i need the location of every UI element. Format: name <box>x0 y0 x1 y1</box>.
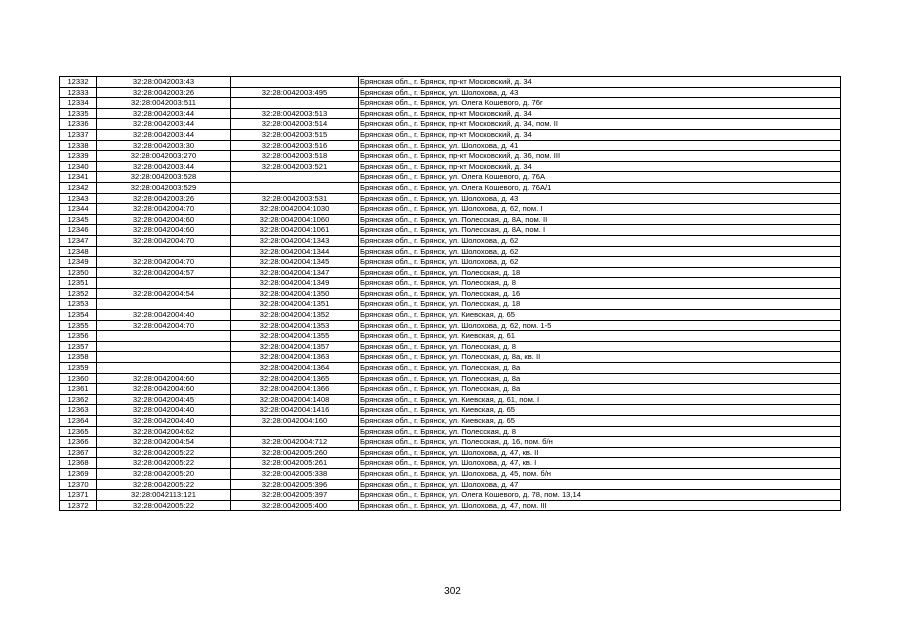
land-cadastral-number-cell: 32:28:0042005:22 <box>97 447 231 458</box>
row-number-cell: 12365 <box>60 426 97 437</box>
address-cell: Брянская обл., г. Брянск, ул. Киевская, д. 65 <box>359 310 841 321</box>
table-row <box>60 98 841 109</box>
address-cell: Брянская обл., г. Брянск, ул. Полесская, д. 8а, кв. II <box>359 352 841 363</box>
row-number-cell: 12347 <box>60 235 97 246</box>
row-number-cell: 12344 <box>60 204 97 215</box>
row-number-cell: 12369 <box>60 468 97 479</box>
row-number-cell: 12340 <box>60 161 97 172</box>
land-cadastral-number-cell: 32:28:0042004:60 <box>97 214 231 225</box>
row-number-cell: 12337 <box>60 129 97 140</box>
land-cadastral-number-cell: 32:28:0042003:43 <box>97 77 231 88</box>
address-cell: Брянская обл., г. Брянск, ул. Шолохова, д. 43 <box>359 87 841 98</box>
row-number-cell: 12361 <box>60 384 97 395</box>
address-cell: Брянская обл., г. Брянск, пр-кт Московский, д. 36, пом. III <box>359 151 841 162</box>
object-cadastral-number-cell: 32:28:0042003:516 <box>231 140 359 151</box>
object-cadastral-number-cell: 32:28:0042004:1408 <box>231 394 359 405</box>
table-row <box>60 288 841 299</box>
page-number: 302 <box>444 586 461 597</box>
row-number-cell: 12370 <box>60 479 97 490</box>
object-cadastral-number-cell: 32:28:0042004:1349 <box>231 278 359 289</box>
table-row <box>60 193 841 204</box>
table-row <box>60 405 841 416</box>
object-cadastral-number-cell: 32:28:0042004:1366 <box>231 384 359 395</box>
address-cell: Брянская обл., г. Брянск, ул. Шолохова, д. 62 <box>359 257 841 268</box>
address-cell: Брянская обл., г. Брянск, ул. Шолохова, д. 47, кв. I <box>359 458 841 469</box>
table-row <box>60 341 841 352</box>
object-cadastral-number-cell: 32:28:0042004:1416 <box>231 405 359 416</box>
land-cadastral-number-cell: 32:28:0042005:22 <box>97 458 231 469</box>
address-cell: Брянская обл., г. Брянск, ул. Шолохова, д. 43 <box>359 193 841 204</box>
object-cadastral-number-cell: 32:28:0042005:400 <box>231 500 359 511</box>
object-cadastral-number-cell: 32:28:0042004:1353 <box>231 320 359 331</box>
table-row <box>60 161 841 172</box>
object-cadastral-number-cell: 32:28:0042005:338 <box>231 468 359 479</box>
table-row <box>60 479 841 490</box>
object-cadastral-number-cell: 32:28:0042004:160 <box>231 416 359 427</box>
row-number-cell: 12339 <box>60 151 97 162</box>
table-row <box>60 172 841 183</box>
row-number-cell: 12333 <box>60 87 97 98</box>
row-number-cell: 12352 <box>60 288 97 299</box>
address-cell: Брянская обл., г. Брянск, ул. Киевская, д. 61 <box>359 331 841 342</box>
row-number-cell: 12341 <box>60 172 97 183</box>
land-cadastral-number-cell: 32:28:0042004:70 <box>97 235 231 246</box>
address-cell: Брянская обл., г. Брянск, ул. Полесская, д. 16 <box>359 288 841 299</box>
row-number-cell: 12368 <box>60 458 97 469</box>
table-row <box>60 320 841 331</box>
address-cell: Брянская обл., г. Брянск, ул. Полесская, д. 8 <box>359 341 841 352</box>
table-row <box>60 299 841 310</box>
land-cadastral-number-cell: 32:28:0042003:26 <box>97 193 231 204</box>
row-number-cell: 12363 <box>60 405 97 416</box>
address-cell: Брянская обл., г. Брянск, ул. Полесская, д. 18 <box>359 299 841 310</box>
row-number-cell: 12372 <box>60 500 97 511</box>
address-cell: Брянская обл., г. Брянск, ул. Шолохова, д. 62, пом. I <box>359 204 841 215</box>
object-cadastral-number-cell: 32:28:0042004:1355 <box>231 331 359 342</box>
land-cadastral-number-cell: 32:28:0042003:30 <box>97 140 231 151</box>
land-cadastral-number-cell: 32:28:0042003:528 <box>97 172 231 183</box>
land-cadastral-number-cell: 32:28:0042003:511 <box>97 98 231 109</box>
address-cell: Брянская обл., г. Брянск, ул. Полесская, д. 18 <box>359 267 841 278</box>
row-number-cell: 12350 <box>60 267 97 278</box>
address-cell: Брянская обл., г. Брянск, ул. Полесская, д. 8а <box>359 384 841 395</box>
land-cadastral-number-cell: 32:28:0042004:60 <box>97 373 231 384</box>
row-number-cell: 12366 <box>60 437 97 448</box>
table-row <box>60 77 841 88</box>
cadastral-table-body <box>60 77 841 511</box>
row-number-cell: 12335 <box>60 108 97 119</box>
object-cadastral-number-cell: 32:28:0042004:1357 <box>231 341 359 352</box>
object-cadastral-number-cell: 32:28:0042003:531 <box>231 193 359 204</box>
cadastral-table <box>59 76 841 511</box>
object-cadastral-number-cell: 32:28:0042004:1347 <box>231 267 359 278</box>
row-number-cell: 12367 <box>60 447 97 458</box>
table-row <box>60 384 841 395</box>
address-cell: Брянская обл., г. Брянск, пр-кт Московский, д. 34, пом. II <box>359 119 841 130</box>
table-row <box>60 363 841 374</box>
object-cadastral-number-cell: 32:28:0042004:1060 <box>231 214 359 225</box>
land-cadastral-number-cell <box>97 352 231 363</box>
address-cell: Брянская обл., г. Брянск, ул. Шолохова, д. 41 <box>359 140 841 151</box>
object-cadastral-number-cell: 32:28:0042003:515 <box>231 129 359 140</box>
table-row <box>60 87 841 98</box>
table-row <box>60 119 841 130</box>
address-cell: Брянская обл., г. Брянск, пр-кт Московский, д. 34 <box>359 129 841 140</box>
address-cell: Брянская обл., г. Брянск, ул. Полесская, д. 16, пом. б/н <box>359 437 841 448</box>
land-cadastral-number-cell: 32:28:0042004:60 <box>97 225 231 236</box>
object-cadastral-number-cell: 32:28:0042004:1344 <box>231 246 359 257</box>
table-row <box>60 204 841 215</box>
table-row <box>60 416 841 427</box>
row-number-cell: 12338 <box>60 140 97 151</box>
object-cadastral-number-cell: 32:28:0042004:1350 <box>231 288 359 299</box>
object-cadastral-number-cell <box>231 77 359 88</box>
address-cell: Брянская обл., г. Брянск, ул. Шолохова, д. 62, пом. 1-5 <box>359 320 841 331</box>
row-number-cell: 12371 <box>60 490 97 501</box>
land-cadastral-number-cell: 32:28:0042004:62 <box>97 426 231 437</box>
table-row <box>60 394 841 405</box>
table-row <box>60 129 841 140</box>
address-cell: Брянская обл., г. Брянск, ул. Шолохова, д. 47, пом. III <box>359 500 841 511</box>
address-cell: Брянская обл., г. Брянск, ул. Олега Кошевого, д. 76г <box>359 98 841 109</box>
table-row <box>60 140 841 151</box>
table-row <box>60 500 841 511</box>
object-cadastral-number-cell <box>231 172 359 183</box>
land-cadastral-number-cell <box>97 299 231 310</box>
row-number-cell: 12360 <box>60 373 97 384</box>
table-row <box>60 257 841 268</box>
table-row <box>60 182 841 193</box>
land-cadastral-number-cell: 32:28:0042004:40 <box>97 405 231 416</box>
address-cell: Брянская обл., г. Брянск, ул. Полесская, д. 8а <box>359 363 841 374</box>
row-number-cell: 12354 <box>60 310 97 321</box>
land-cadastral-number-cell: 32:28:0042003:44 <box>97 108 231 119</box>
object-cadastral-number-cell <box>231 426 359 437</box>
land-cadastral-number-cell: 32:28:0042005:22 <box>97 500 231 511</box>
address-cell: Брянская обл., г. Брянск, ул. Шолохова, д. 62 <box>359 235 841 246</box>
row-number-cell: 12332 <box>60 77 97 88</box>
row-number-cell: 12342 <box>60 182 97 193</box>
row-number-cell: 12336 <box>60 119 97 130</box>
row-number-cell: 12359 <box>60 363 97 374</box>
object-cadastral-number-cell: 32:28:0042004:1351 <box>231 299 359 310</box>
address-cell: Брянская обл., г. Брянск, ул. Полесская, д. 8а <box>359 373 841 384</box>
table-row <box>60 108 841 119</box>
table-row <box>60 235 841 246</box>
object-cadastral-number-cell: 32:28:0042005:261 <box>231 458 359 469</box>
land-cadastral-number-cell: 32:28:0042004:54 <box>97 288 231 299</box>
row-number-cell: 12343 <box>60 193 97 204</box>
land-cadastral-number-cell: 32:28:0042004:40 <box>97 310 231 321</box>
address-cell: Брянская обл., г. Брянск, ул. Олега Кошевого, д. 76А <box>359 172 841 183</box>
object-cadastral-number-cell: 32:28:0042004:1364 <box>231 363 359 374</box>
table-row <box>60 214 841 225</box>
land-cadastral-number-cell: 32:28:0042004:45 <box>97 394 231 405</box>
object-cadastral-number-cell: 32:28:0042003:514 <box>231 119 359 130</box>
table-row <box>60 426 841 437</box>
land-cadastral-number-cell: 32:28:0042005:20 <box>97 468 231 479</box>
land-cadastral-number-cell <box>97 278 231 289</box>
land-cadastral-number-cell <box>97 246 231 257</box>
address-cell: Брянская обл., г. Брянск, ул. Полесская, д. 8А, пом. I <box>359 225 841 236</box>
land-cadastral-number-cell: 32:28:0042003:26 <box>97 87 231 98</box>
address-cell: Брянская обл., г. Брянск, пр-кт Московский, д. 34 <box>359 108 841 119</box>
land-cadastral-number-cell: 32:28:0042004:70 <box>97 320 231 331</box>
row-number-cell: 12357 <box>60 341 97 352</box>
table-row <box>60 468 841 479</box>
address-cell: Брянская обл., г. Брянск, ул. Киевская, д. 61, пом. I <box>359 394 841 405</box>
row-number-cell: 12348 <box>60 246 97 257</box>
land-cadastral-number-cell: 32:28:0042005:22 <box>97 479 231 490</box>
table-row <box>60 331 841 342</box>
row-number-cell: 12353 <box>60 299 97 310</box>
land-cadastral-number-cell <box>97 331 231 342</box>
address-cell: Брянская обл., г. Брянск, ул. Олега Кошевого, д. 76А/1 <box>359 182 841 193</box>
object-cadastral-number-cell: 32:28:0042004:1061 <box>231 225 359 236</box>
object-cadastral-number-cell: 32:28:0042005:260 <box>231 447 359 458</box>
object-cadastral-number-cell: 32:28:0042003:495 <box>231 87 359 98</box>
row-number-cell: 12346 <box>60 225 97 236</box>
land-cadastral-number-cell <box>97 341 231 352</box>
table-row <box>60 151 841 162</box>
row-number-cell: 12358 <box>60 352 97 363</box>
row-number-cell: 12355 <box>60 320 97 331</box>
table-row <box>60 490 841 501</box>
table-row <box>60 458 841 469</box>
address-cell: Брянская обл., г. Брянск, ул. Полесская, д. 8 <box>359 426 841 437</box>
object-cadastral-number-cell: 32:28:0042004:1343 <box>231 235 359 246</box>
land-cadastral-number-cell: 32:28:0042003:529 <box>97 182 231 193</box>
object-cadastral-number-cell <box>231 98 359 109</box>
address-cell: Брянская обл., г. Брянск, пр-кт Московский, д. 34 <box>359 161 841 172</box>
land-cadastral-number-cell: 32:28:0042004:70 <box>97 204 231 215</box>
table-row <box>60 352 841 363</box>
address-cell: Брянская обл., г. Брянск, ул. Полесская, д. 8А, пом. II <box>359 214 841 225</box>
land-cadastral-number-cell: 32:28:0042003:44 <box>97 129 231 140</box>
land-cadastral-number-cell: 32:28:0042113:121 <box>97 490 231 501</box>
land-cadastral-number-cell: 32:28:0042003:44 <box>97 161 231 172</box>
object-cadastral-number-cell: 32:28:0042004:1345 <box>231 257 359 268</box>
row-number-cell: 12345 <box>60 214 97 225</box>
table-row <box>60 278 841 289</box>
row-number-cell: 12364 <box>60 416 97 427</box>
table-row <box>60 373 841 384</box>
land-cadastral-number-cell: 32:28:0042004:57 <box>97 267 231 278</box>
land-cadastral-number-cell: 32:28:0042004:70 <box>97 257 231 268</box>
object-cadastral-number-cell: 32:28:0042005:397 <box>231 490 359 501</box>
table-row <box>60 225 841 236</box>
land-cadastral-number-cell <box>97 363 231 374</box>
address-cell: Брянская обл., г. Брянск, ул. Олега Кошевого, д. 78, пом. 13,14 <box>359 490 841 501</box>
land-cadastral-number-cell: 32:28:0042003:44 <box>97 119 231 130</box>
object-cadastral-number-cell: 32:28:0042004:1030 <box>231 204 359 215</box>
land-cadastral-number-cell: 32:28:0042003:270 <box>97 151 231 162</box>
table-row <box>60 310 841 321</box>
land-cadastral-number-cell: 32:28:0042004:60 <box>97 384 231 395</box>
address-cell: Брянская обл., г. Брянск, ул. Киевская, д. 65 <box>359 416 841 427</box>
object-cadastral-number-cell <box>231 182 359 193</box>
row-number-cell: 12349 <box>60 257 97 268</box>
row-number-cell: 12351 <box>60 278 97 289</box>
table-row <box>60 267 841 278</box>
address-cell: Брянская обл., г. Брянск, пр-кт Московский, д. 34 <box>359 77 841 88</box>
address-cell: Брянская обл., г. Брянск, ул. Киевская, д. 65 <box>359 405 841 416</box>
address-cell: Брянская обл., г. Брянск, ул. Шолохова, д. 47 <box>359 479 841 490</box>
table-row <box>60 437 841 448</box>
object-cadastral-number-cell: 32:28:0042003:518 <box>231 151 359 162</box>
address-cell: Брянская обл., г. Брянск, ул. Шолохова, д. 45, пом. б/н <box>359 468 841 479</box>
object-cadastral-number-cell: 32:28:0042003:513 <box>231 108 359 119</box>
table-row <box>60 447 841 458</box>
row-number-cell: 12334 <box>60 98 97 109</box>
object-cadastral-number-cell: 32:28:0042004:712 <box>231 437 359 448</box>
address-cell: Брянская обл., г. Брянск, ул. Шолохова, д. 62 <box>359 246 841 257</box>
object-cadastral-number-cell: 32:28:0042005:396 <box>231 479 359 490</box>
row-number-cell: 12362 <box>60 394 97 405</box>
object-cadastral-number-cell: 32:28:0042004:1363 <box>231 352 359 363</box>
land-cadastral-number-cell: 32:28:0042004:54 <box>97 437 231 448</box>
row-number-cell: 12356 <box>60 331 97 342</box>
table-row <box>60 246 841 257</box>
object-cadastral-number-cell: 32:28:0042004:1365 <box>231 373 359 384</box>
object-cadastral-number-cell: 32:28:0042003:521 <box>231 161 359 172</box>
address-cell: Брянская обл., г. Брянск, ул. Шолохова, д. 47, кв. II <box>359 447 841 458</box>
address-cell: Брянская обл., г. Брянск, ул. Полесская, д. 8 <box>359 278 841 289</box>
object-cadastral-number-cell: 32:28:0042004:1352 <box>231 310 359 321</box>
land-cadastral-number-cell: 32:28:0042004:40 <box>97 416 231 427</box>
